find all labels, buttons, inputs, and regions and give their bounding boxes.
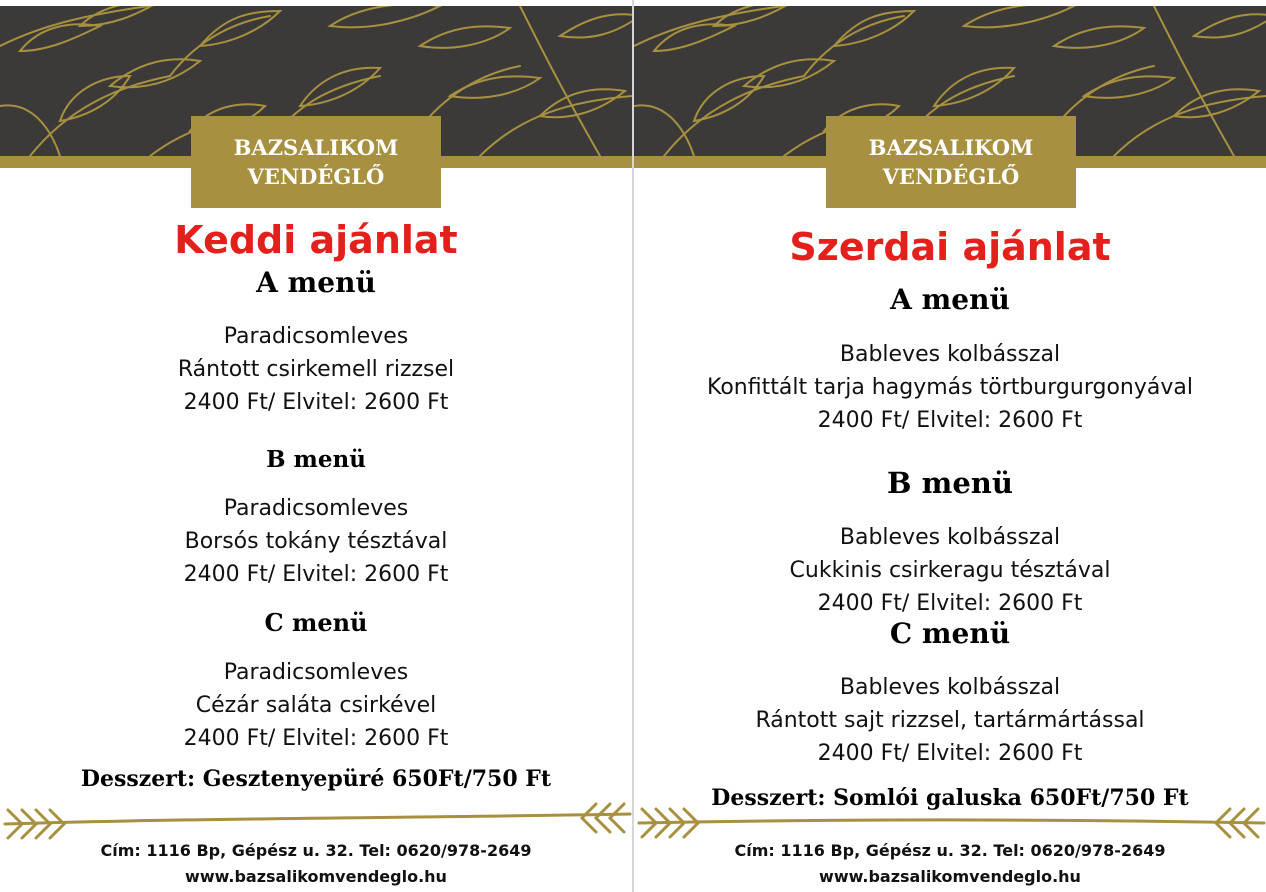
menu-c-items [634,671,1266,770]
menu-c-items [0,656,632,755]
menu-c-soup: Paradicsomleves [223,660,409,685]
menu-page-tuesday [0,0,632,892]
menu-a-label: A menü [890,283,1010,316]
menu-b-soup: Paradicsomleves [223,496,409,521]
menu-b-price: 2400 Ft/ Elvitel: 2600 Ft [183,562,449,587]
menu-c-label: C menü [264,608,368,637]
menu-b-items [0,492,632,591]
menu-c-main: Rántott sajt rizzsel, tartármártással [755,708,1145,733]
menu-a-items [634,338,1266,437]
menu-a-soup: Paradicsomleves [223,324,409,349]
footer-address: Cím: 1116 Bp, Gépész u. 32. Tel: 0620/978-2649 [734,841,1166,860]
menu-b-label: B menü [266,446,366,473]
dessert-line: Desszert: Somlói galuska 650Ft/750 Ft [711,785,1189,811]
menu-c-price: 2400 Ft/ Elvitel: 2600 Ft [183,726,449,751]
menu-b-soup: Bableves kolbásszal [839,525,1061,550]
menu-b-main: Cukkinis csirkeragu tésztával [789,558,1111,583]
footer [0,838,632,890]
menu-a-items [0,320,632,419]
footer-website[interactable]: www.bazsalikomvendeglo.hu [819,867,1081,886]
restaurant-name-line1: BAZSALIKOM [233,135,399,160]
menu-page-wednesday [634,0,1266,892]
page-title: Szerdai ajánlat [789,225,1111,269]
menu-c-label: C menü [889,617,1011,650]
restaurant-name-line1: BAZSALIKOM [868,135,1034,160]
menu-c-main: Cézár saláta csirkével [195,693,437,718]
menu-a-main: Rántott csirkemell rizzsel [177,357,455,382]
restaurant-logo [826,116,1076,208]
menu-c-soup: Bableves kolbásszal [839,675,1061,700]
menu-b-label: B menü [887,466,1013,500]
menu-a-label: A menü [256,266,376,299]
menu-b-price: 2400 Ft/ Elvitel: 2600 Ft [817,591,1083,616]
arrow-divider-icon [0,802,632,842]
menu-a-price: 2400 Ft/ Elvitel: 2600 Ft [817,408,1083,433]
menu-b-items [634,521,1266,620]
menu-b-main: Borsós tokány tésztával [184,529,448,554]
menu-c-price: 2400 Ft/ Elvitel: 2600 Ft [817,741,1083,766]
footer [634,838,1266,890]
restaurant-logo [191,116,441,208]
menu-a-soup: Bableves kolbásszal [839,342,1061,367]
restaurant-name-line2: VENDÉGLŐ [247,164,385,189]
footer-website[interactable]: www.bazsalikomvendeglo.hu [185,867,447,886]
dessert-line: Desszert: Gesztenyepüré 650Ft/750 Ft [80,766,552,792]
page-title: Keddi ajánlat [174,218,458,262]
menu-a-price: 2400 Ft/ Elvitel: 2600 Ft [183,390,449,415]
restaurant-name-line2: VENDÉGLŐ [882,164,1020,189]
footer-address: Cím: 1116 Bp, Gépész u. 32. Tel: 0620/978-2649 [100,841,532,860]
menu-a-main: Konfittált tarja hagymás törtburgurgonyával [707,375,1193,400]
